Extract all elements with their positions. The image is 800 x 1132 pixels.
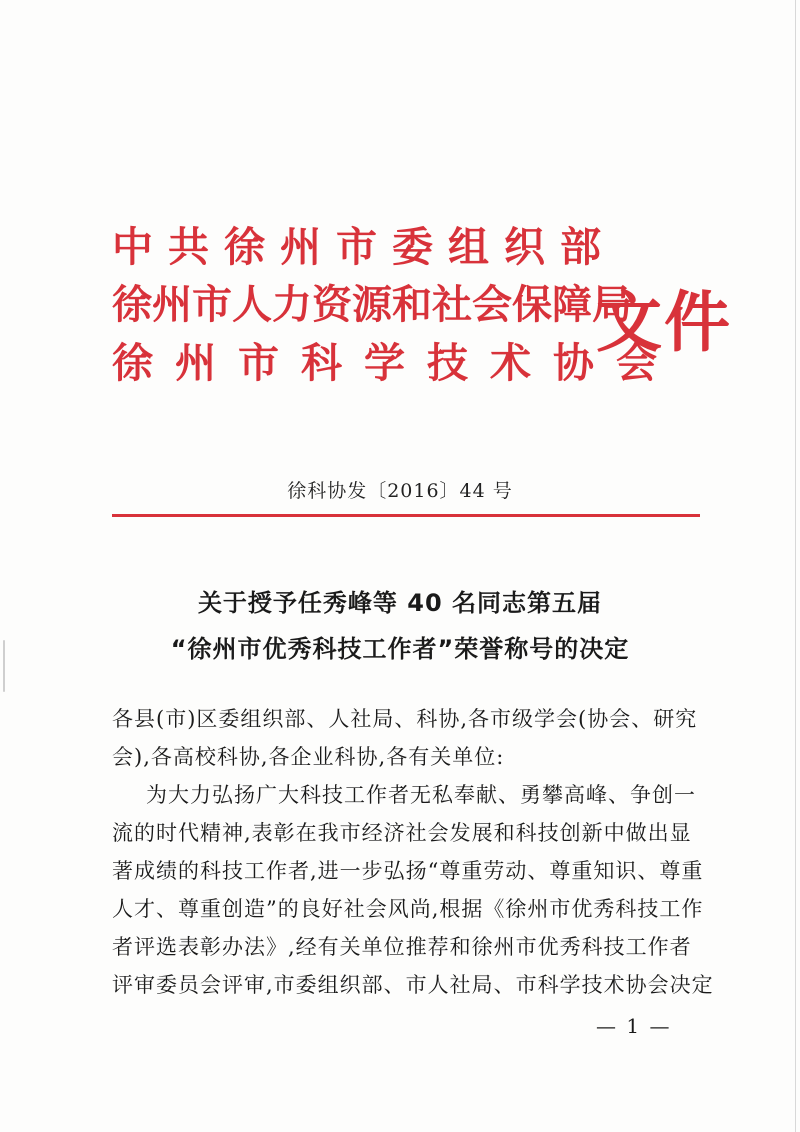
- issuer-organization-dept: 中共徐州市委组织部: [112, 223, 616, 271]
- body-line: 会),各高校科协,各企业科协,各有关单位:: [112, 745, 505, 769]
- document-body: [112, 700, 714, 1004]
- title-line-1: 关于授予任秀峰等 40 名同志第五届: [197, 589, 603, 617]
- document-label: 文件: [596, 284, 732, 361]
- document-title: [0, 580, 800, 672]
- body-line: 流的时代精神,表彰在我市经济社会发展和科技创新中做出显: [112, 821, 692, 845]
- page-number: — 1 —: [596, 1014, 672, 1038]
- page-edge: [795, 0, 796, 1132]
- issuer-science-association: 徐州市科学技术协会: [112, 339, 679, 387]
- body-line: 者评选表彰办法》,经有关单位推荐和徐州市优秀科技工作者: [112, 935, 692, 959]
- issuer-hr-bureau: 徐州市人力资源和社会保障局: [112, 282, 632, 328]
- document-number: 徐科协发〔2016〕44 号: [287, 480, 513, 502]
- red-divider: [112, 514, 700, 517]
- body-line: 著成绩的科技工作者,进一步弘扬“尊重劳动、尊重知识、尊重: [112, 859, 704, 883]
- body-line: 为大力弘扬广大科技工作者无私奉献、勇攀高峰、争创一: [146, 783, 696, 807]
- body-line: 评审委员会评审,市委组织部、市人社局、市科学技术协会决定: [112, 973, 714, 997]
- body-line: 各县(市)区委组织部、人社局、科协,各市级学会(协会、研究: [112, 707, 698, 731]
- title-line-2: “徐州市优秀科技工作者”荣誉称号的决定: [170, 635, 630, 663]
- body-line: 人才、尊重创造”的良好社会风尚,根据《徐州市优秀科技工作: [112, 897, 704, 921]
